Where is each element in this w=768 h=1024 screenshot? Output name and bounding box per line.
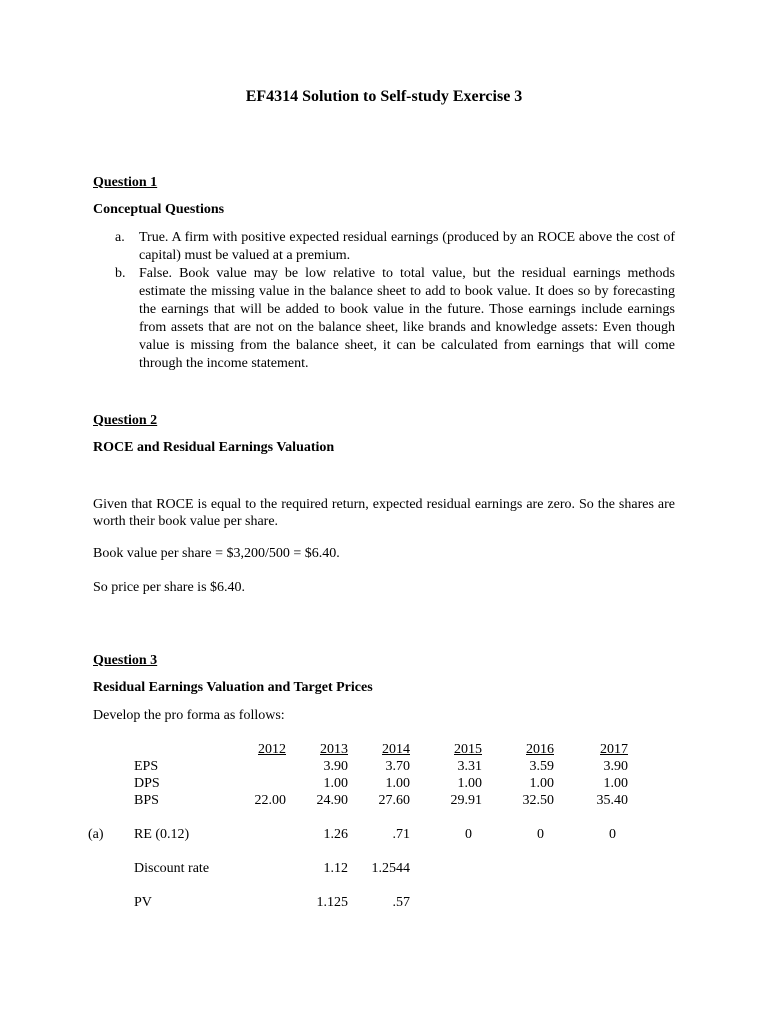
- table-cell: 3.70: [385, 759, 410, 774]
- row-label: EPS: [134, 759, 159, 774]
- table-cell: 35.40: [596, 793, 628, 808]
- table-cell: 1.2544: [371, 861, 410, 876]
- question-1-list: [93, 229, 675, 373]
- table-cell: [410, 860, 482, 877]
- table-cell: 1.00: [385, 776, 410, 791]
- table-cell: .57: [392, 895, 410, 910]
- table-cell: [224, 894, 286, 911]
- table-cell: [224, 860, 286, 877]
- question-2-heading: Question 2: [93, 413, 158, 428]
- row-label: Discount rate: [134, 861, 210, 876]
- table-cell: [224, 775, 286, 792]
- table-row-dps: [88, 775, 628, 792]
- table-cell: 0: [465, 827, 472, 842]
- list-item: [93, 229, 675, 265]
- table-cell: [482, 860, 554, 877]
- pro-forma-table: [88, 741, 628, 911]
- table-cell: .71: [392, 827, 410, 842]
- question-2-paragraph: Given that ROCE is equal to the required return, expected residual earnings are zero. So the shares are worth their book value per share.: [93, 497, 675, 529]
- table-cell: [410, 894, 482, 911]
- list-item: [93, 265, 675, 373]
- question-1-subheading: Conceptual Questions: [93, 202, 225, 217]
- list-marker: a.: [115, 230, 125, 245]
- table-cell: 27.60: [378, 793, 410, 808]
- list-item-text: True. A firm with positive expected residual earnings (produced by an ROCE above the cost of capital) must be valued at a premium.: [139, 230, 675, 263]
- book-value-line: Book value per share = $3,200/500 = $6.40.: [93, 546, 340, 561]
- table-cell: 1.125: [316, 895, 348, 910]
- table-cell: 29.91: [450, 793, 482, 808]
- table-cell: 1.00: [529, 776, 554, 791]
- year-header: 2015: [454, 742, 482, 757]
- table-cell: 3.59: [529, 759, 554, 774]
- table-row-re: [88, 826, 628, 843]
- year-header: 2012: [258, 742, 286, 757]
- table-cell: [482, 894, 554, 911]
- year-header: 2013: [320, 742, 348, 757]
- table-cell: 22.00: [254, 793, 286, 808]
- table-cell: 3.90: [323, 759, 348, 774]
- table-cell: 1.00: [457, 776, 482, 791]
- question-3-subheading: Residual Earnings Valuation and Target Prices: [93, 680, 373, 695]
- question-3-intro: Develop the pro forma as follows:: [93, 708, 285, 723]
- table-cell: 32.50: [522, 793, 554, 808]
- list-marker: b.: [115, 266, 126, 281]
- document-title: EF4314 Solution to Self-study Exercise 3: [245, 88, 523, 105]
- table-cell: [554, 894, 628, 911]
- table-cell: 0: [609, 827, 616, 842]
- table-cell: 1.00: [323, 776, 348, 791]
- table-row-bps: [88, 792, 628, 809]
- year-header: 2014: [382, 742, 410, 757]
- row-label: RE (0.12): [134, 827, 190, 842]
- row-label: DPS: [134, 776, 160, 791]
- row-label: PV: [134, 895, 152, 910]
- list-item-text: False. Book value may be low relative to total value, but the residual earnings methods estimate the missing value in the balance sheet to add to book value. It does so by forecasting the earnings that will be added to book value in the future. Those earnings include earnings from assets that are not on the balance sheet, like brands and knowledge assets: Even though value is missing from the balance sheet, it can be calculated from earnings that will come through the income statement.: [139, 266, 675, 371]
- question-3-heading: Question 3: [93, 653, 158, 668]
- table-row-discount-rate: [88, 860, 628, 877]
- table-row-eps: [88, 758, 628, 775]
- table-cell: 3.31: [457, 759, 482, 774]
- table-cell: 3.90: [603, 759, 628, 774]
- table-cell: 1.12: [323, 861, 348, 876]
- table-cell: 24.90: [316, 793, 348, 808]
- table-cell: [224, 826, 286, 843]
- part-marker: (a): [88, 827, 104, 842]
- year-header: 2017: [600, 742, 628, 757]
- question-1-heading: Question 1: [93, 175, 158, 190]
- table-row-pv: [88, 894, 628, 911]
- year-header: 2016: [526, 742, 554, 757]
- table-cell: 1.26: [323, 827, 348, 842]
- table-header-row: [88, 741, 628, 758]
- table-cell: 1.00: [603, 776, 628, 791]
- table-cell: 0: [537, 827, 544, 842]
- question-2-subheading: ROCE and Residual Earnings Valuation: [93, 440, 335, 455]
- table-cell: [224, 758, 286, 775]
- row-label: BPS: [134, 793, 159, 808]
- table-cell: [554, 860, 628, 877]
- price-line: So price per share is $6.40.: [93, 580, 246, 595]
